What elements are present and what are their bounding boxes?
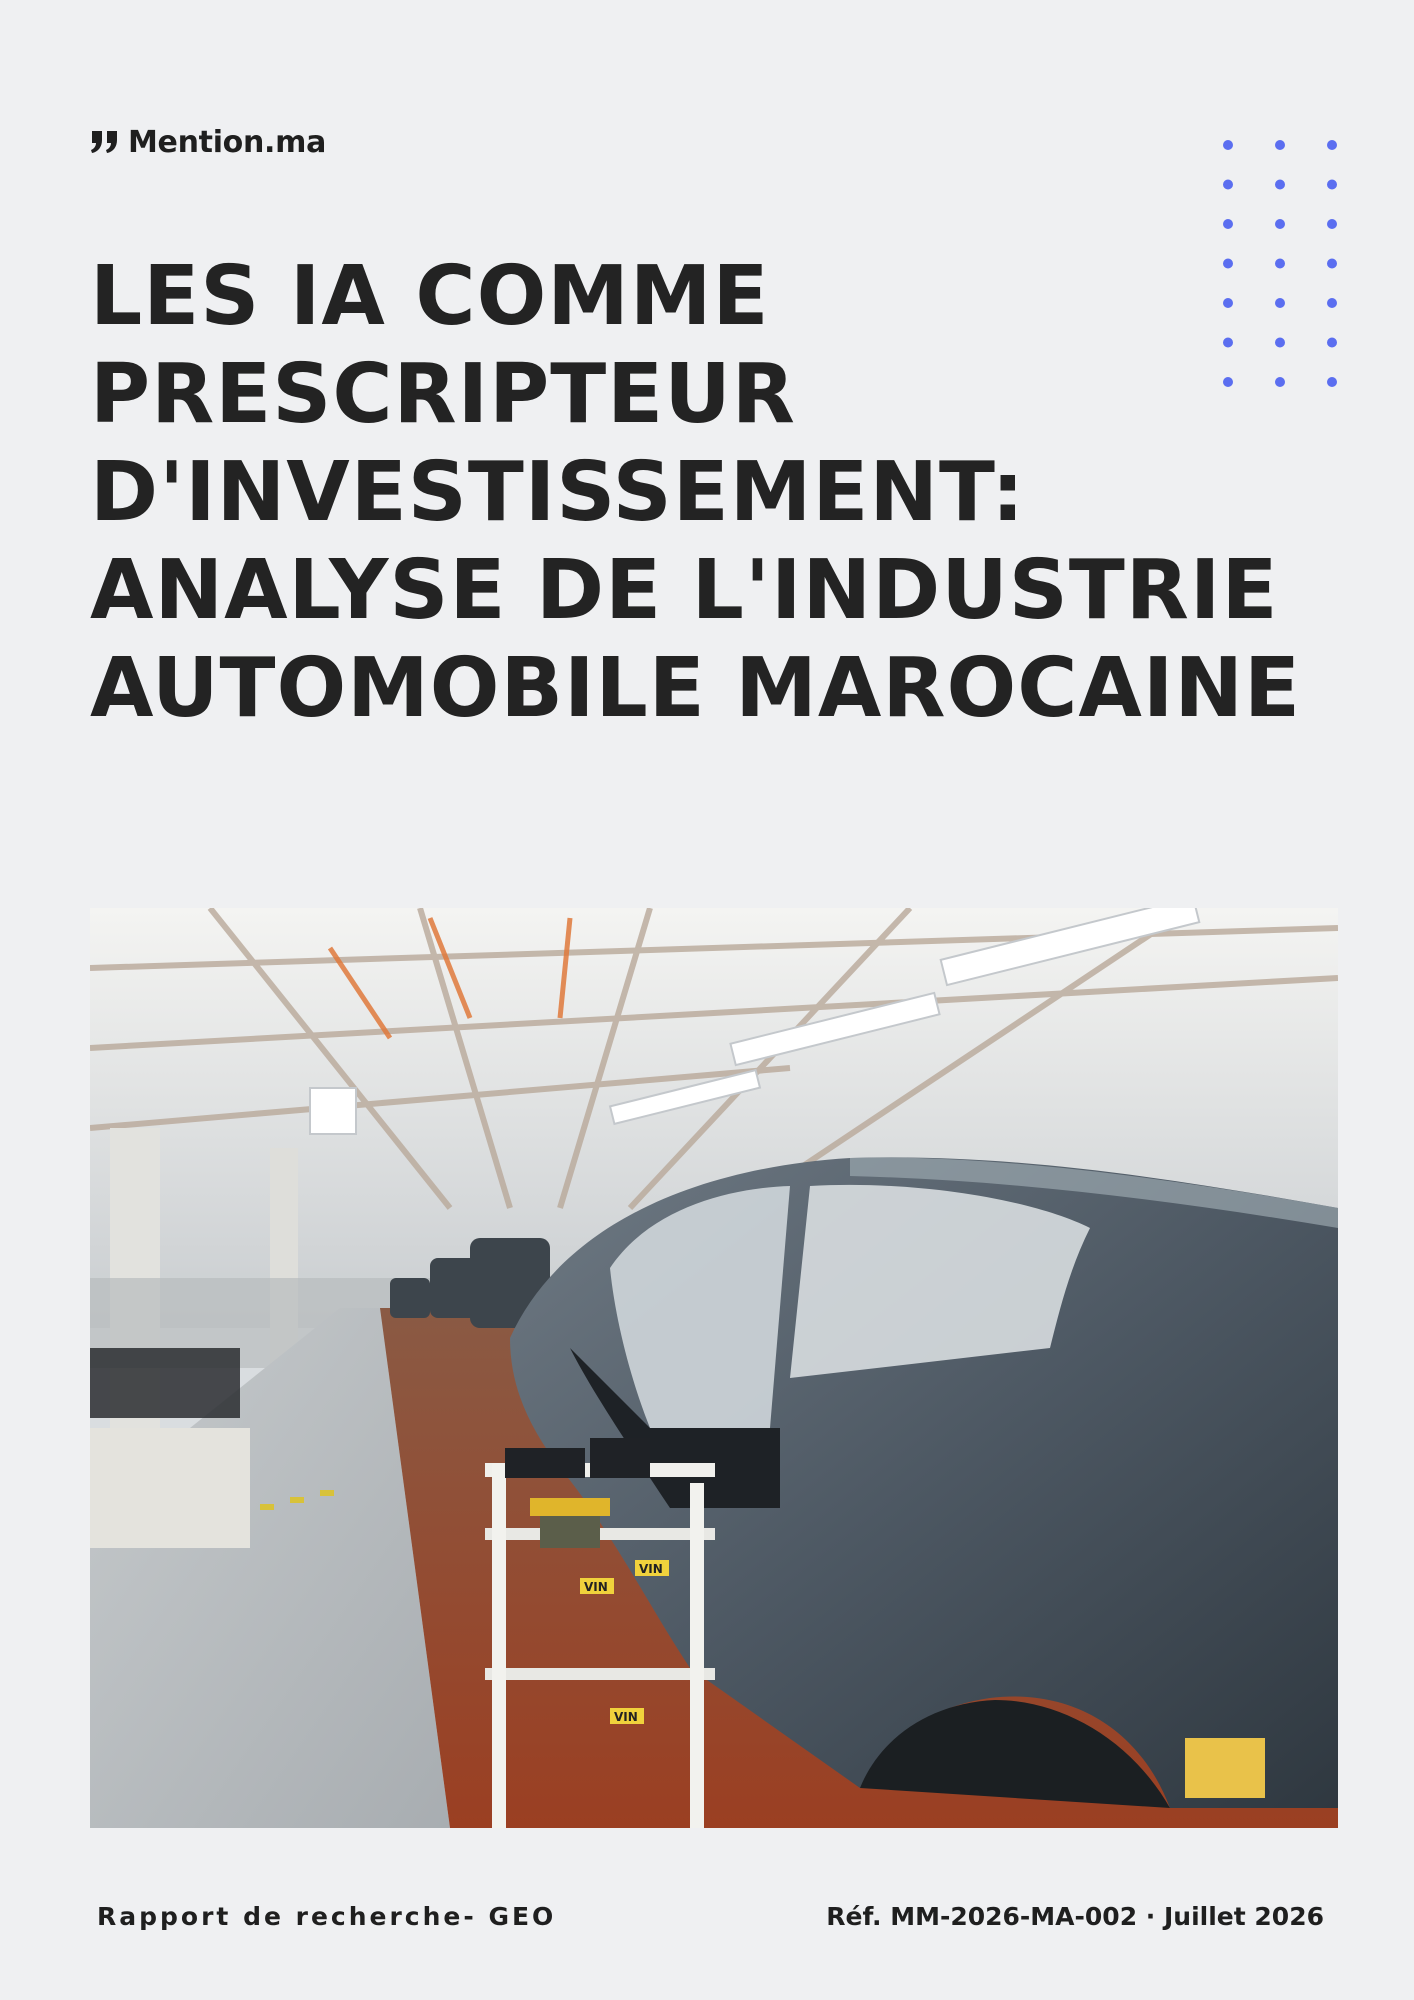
decorative-dot (1327, 219, 1337, 229)
report-title (90, 248, 1350, 738)
vin-label-1: VIN (584, 1580, 608, 1594)
decorative-dot (1223, 219, 1233, 229)
brand-logo (90, 122, 326, 162)
decorative-dot (1327, 180, 1337, 190)
quote-mark-icon (90, 129, 120, 155)
decorative-dot (1223, 140, 1233, 150)
car-factory-illustration (90, 908, 1338, 1828)
decorative-dot (1275, 180, 1285, 190)
title-line-2: PRESCRIPTEUR (90, 347, 796, 442)
title-line-5: AUTOMOBILE MAROCAINE (90, 641, 1302, 736)
title-line-4: ANALYSE DE L'INDUSTRIE (90, 543, 1279, 638)
vin-label-3: VIN (614, 1710, 638, 1724)
brand-name: Mention.ma (128, 124, 327, 160)
report-type: Rapport de recherche- GEO (97, 1902, 557, 1931)
report-reference-date: Réf. MM-2026-MA-002 · Juillet 2026 (826, 1902, 1324, 1931)
decorative-dot (1275, 219, 1285, 229)
title-line-1: LES IA COMME (90, 249, 770, 344)
hero-image-car-assembly-line (90, 908, 1338, 1828)
vin-label-2: VIN (639, 1562, 663, 1576)
title-line-3: D'INVESTISSEMENT: (90, 445, 1026, 540)
decorative-dot (1275, 140, 1285, 150)
decorative-dot (1327, 140, 1337, 150)
decorative-dot (1223, 180, 1233, 190)
